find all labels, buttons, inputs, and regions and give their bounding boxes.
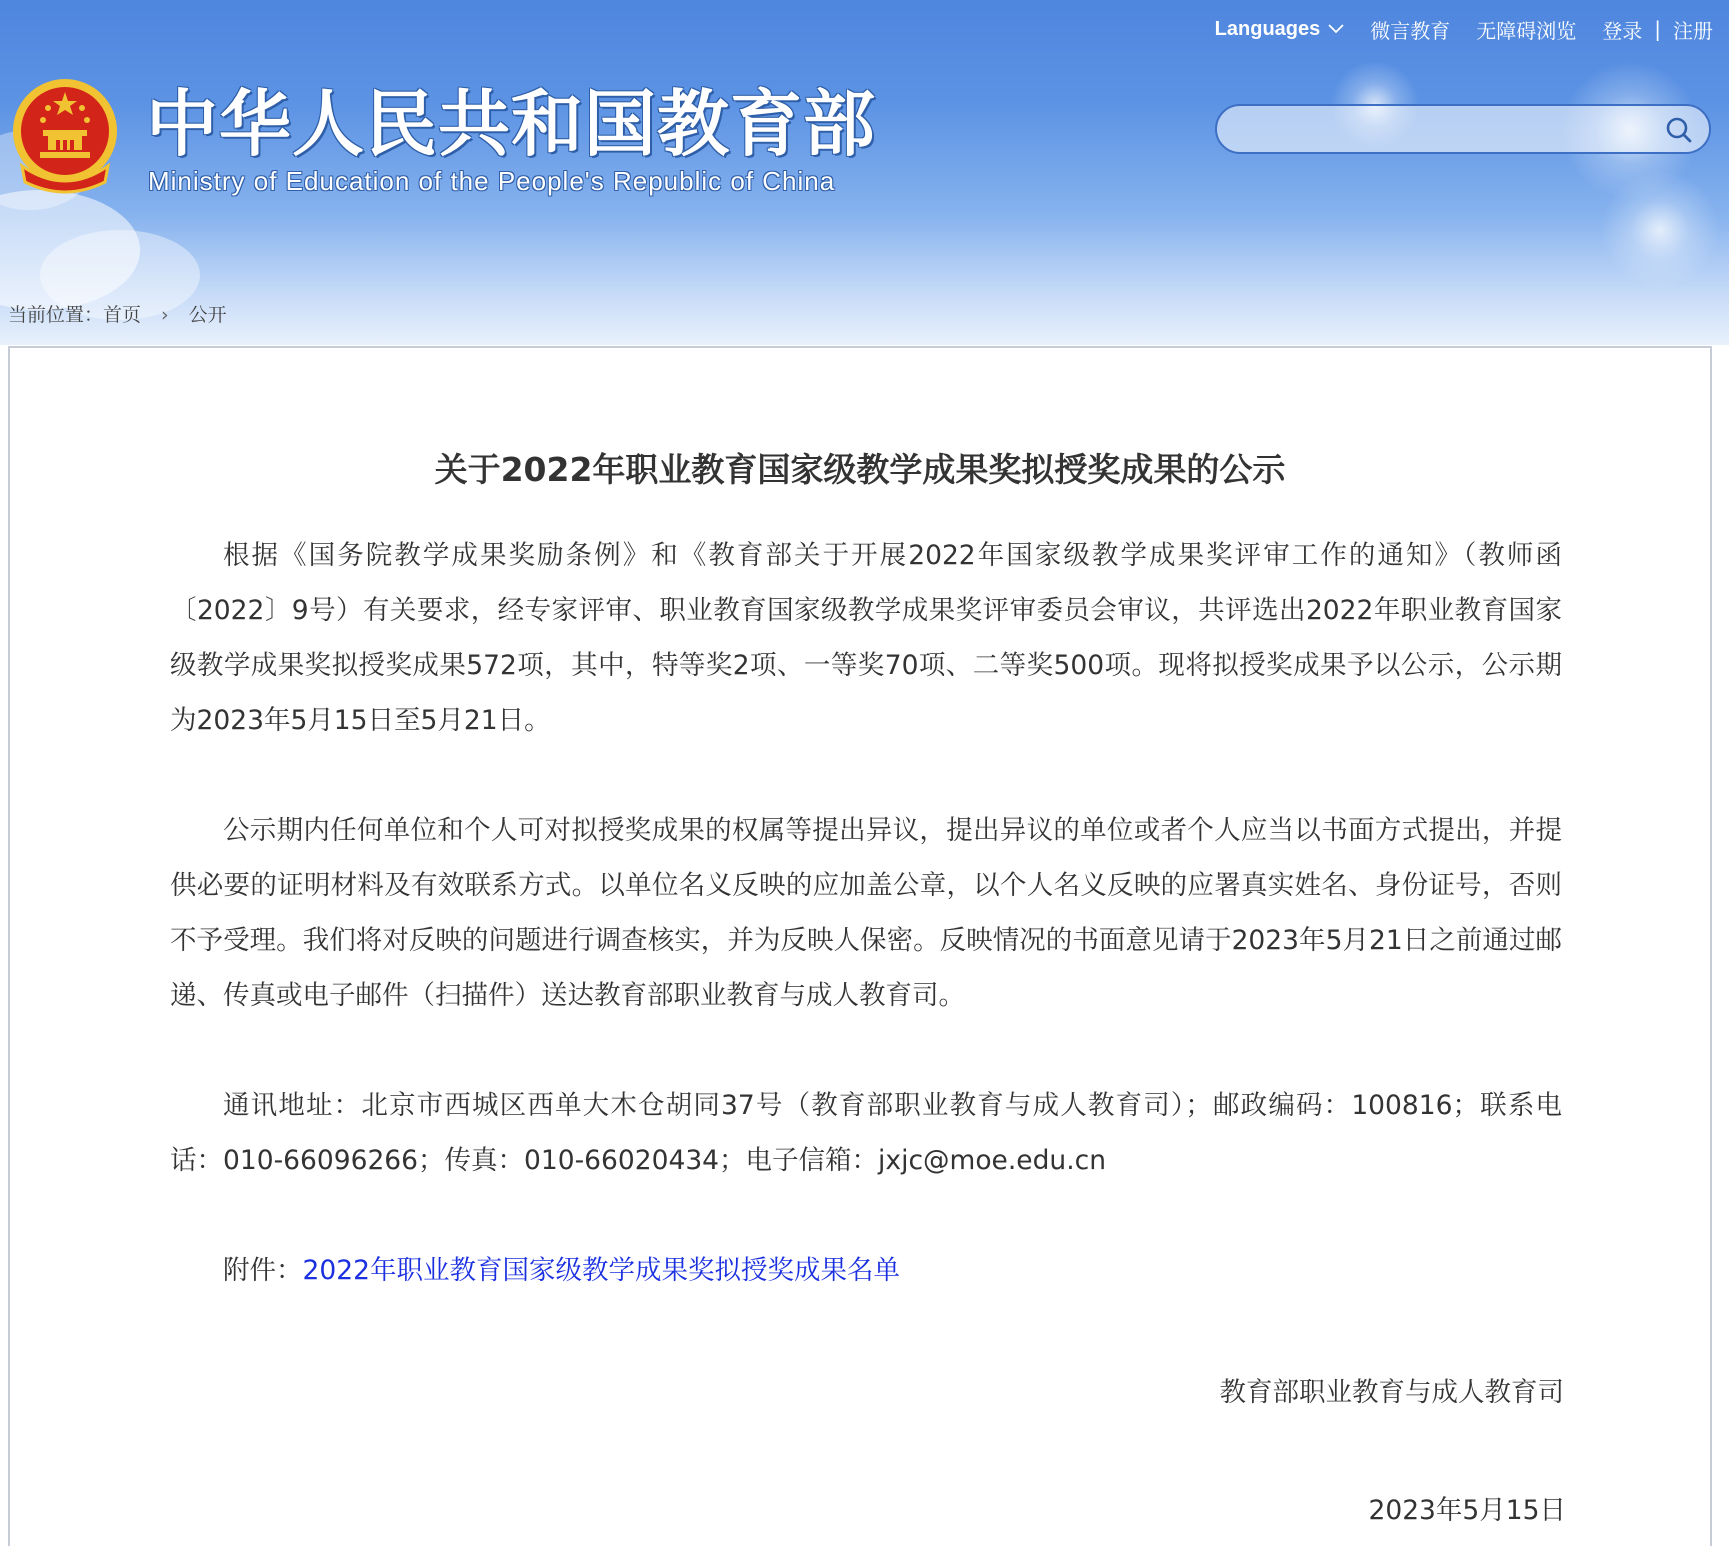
chevron-down-icon[interactable] bbox=[1328, 19, 1344, 38]
accessible-browsing-link[interactable]: 无障碍浏览 bbox=[1476, 18, 1577, 43]
login-link[interactable]: 登录 bbox=[1602, 18, 1643, 43]
attachment-link[interactable]: 2022年职业教育国家级教学成果奖拟授奖成果名单 bbox=[302, 1255, 900, 1286]
attachment-line bbox=[170, 1243, 1562, 1298]
site-header bbox=[0, 0, 1729, 345]
register-link[interactable]: 注册 bbox=[1673, 18, 1713, 43]
dandelion-decoration bbox=[1600, 170, 1720, 290]
breadcrumb-current[interactable]: 公开 bbox=[188, 304, 227, 326]
site-title-cn[interactable]: 中华人民共和国教育部 bbox=[146, 82, 877, 166]
publish-date: 2023年5月15日 bbox=[1368, 1495, 1566, 1526]
article-paragraph: 根据《国务院教学成果奖励条例》和《教育部关于开展2022年国家级教学成果奖评审工作的通知》（教师函〔2022〕9号）有关要求，经专家评审、职业教育国家级教学成果奖评审委员会审议，共评选出2022年职业教育国家级教学成果奖拟授奖成果572项，其中，特等奖2项、一等奖70项、二等奖500项。现将拟授奖成果予以公示，公示期为2023年5月15日至5月21日。 bbox=[170, 540, 1562, 736]
search-box bbox=[1215, 104, 1711, 154]
weiyan-link[interactable]: 微言教育 bbox=[1370, 18, 1451, 43]
attachment-label: 附件： bbox=[223, 1255, 303, 1286]
national-emblem-icon bbox=[10, 76, 120, 194]
article-title: 关于2022年职业教育国家级教学成果奖拟授奖成果的公示 bbox=[434, 450, 1286, 489]
article-paragraph: 通讯地址：北京市西城区西单大木仓胡同37号（教育部职业教育与成人教育司）；邮政编码：100816；联系电话：010-66096266；传真：010-66020434；电子信箱：jxjc@moe.edu.cn bbox=[170, 1090, 1562, 1176]
signature: 教育部职业教育与成人教育司 bbox=[1219, 1377, 1564, 1408]
top-navigation bbox=[1215, 14, 1713, 44]
breadcrumb-home[interactable]: 首页 bbox=[103, 304, 142, 326]
article-paragraph: 公示期内任何单位和个人可对拟授奖成果的权属等提出异议，提出异议的单位或者个人应当以书面方式提出，并提供必要的证明材料及有效联系方式。以单位名义反映的应加盖公章，以个人名义反映的应署真实姓名、身份证号，否则不予受理。我们将对反映的问题进行调查核实，并为反映人保密。反映情况的书面意见请于2023年5月21日之前通过邮递、传真或电子邮件（扫描件）送达教育部职业教育与成人教育司。 bbox=[170, 815, 1562, 1011]
site-title-en: Ministry of Education of the People's Republic of China bbox=[148, 166, 836, 196]
search-icon[interactable] bbox=[1665, 116, 1693, 144]
content-panel bbox=[8, 346, 1712, 1546]
breadcrumb-label: 当前位置： bbox=[8, 304, 104, 326]
search-input[interactable] bbox=[1237, 114, 1641, 146]
languages-dropdown[interactable]: Languages bbox=[1214, 17, 1321, 40]
breadcrumb-separator: › bbox=[161, 304, 169, 326]
nav-separator: | bbox=[1654, 17, 1661, 41]
breadcrumb bbox=[8, 300, 227, 327]
article-body bbox=[170, 528, 1562, 1353]
